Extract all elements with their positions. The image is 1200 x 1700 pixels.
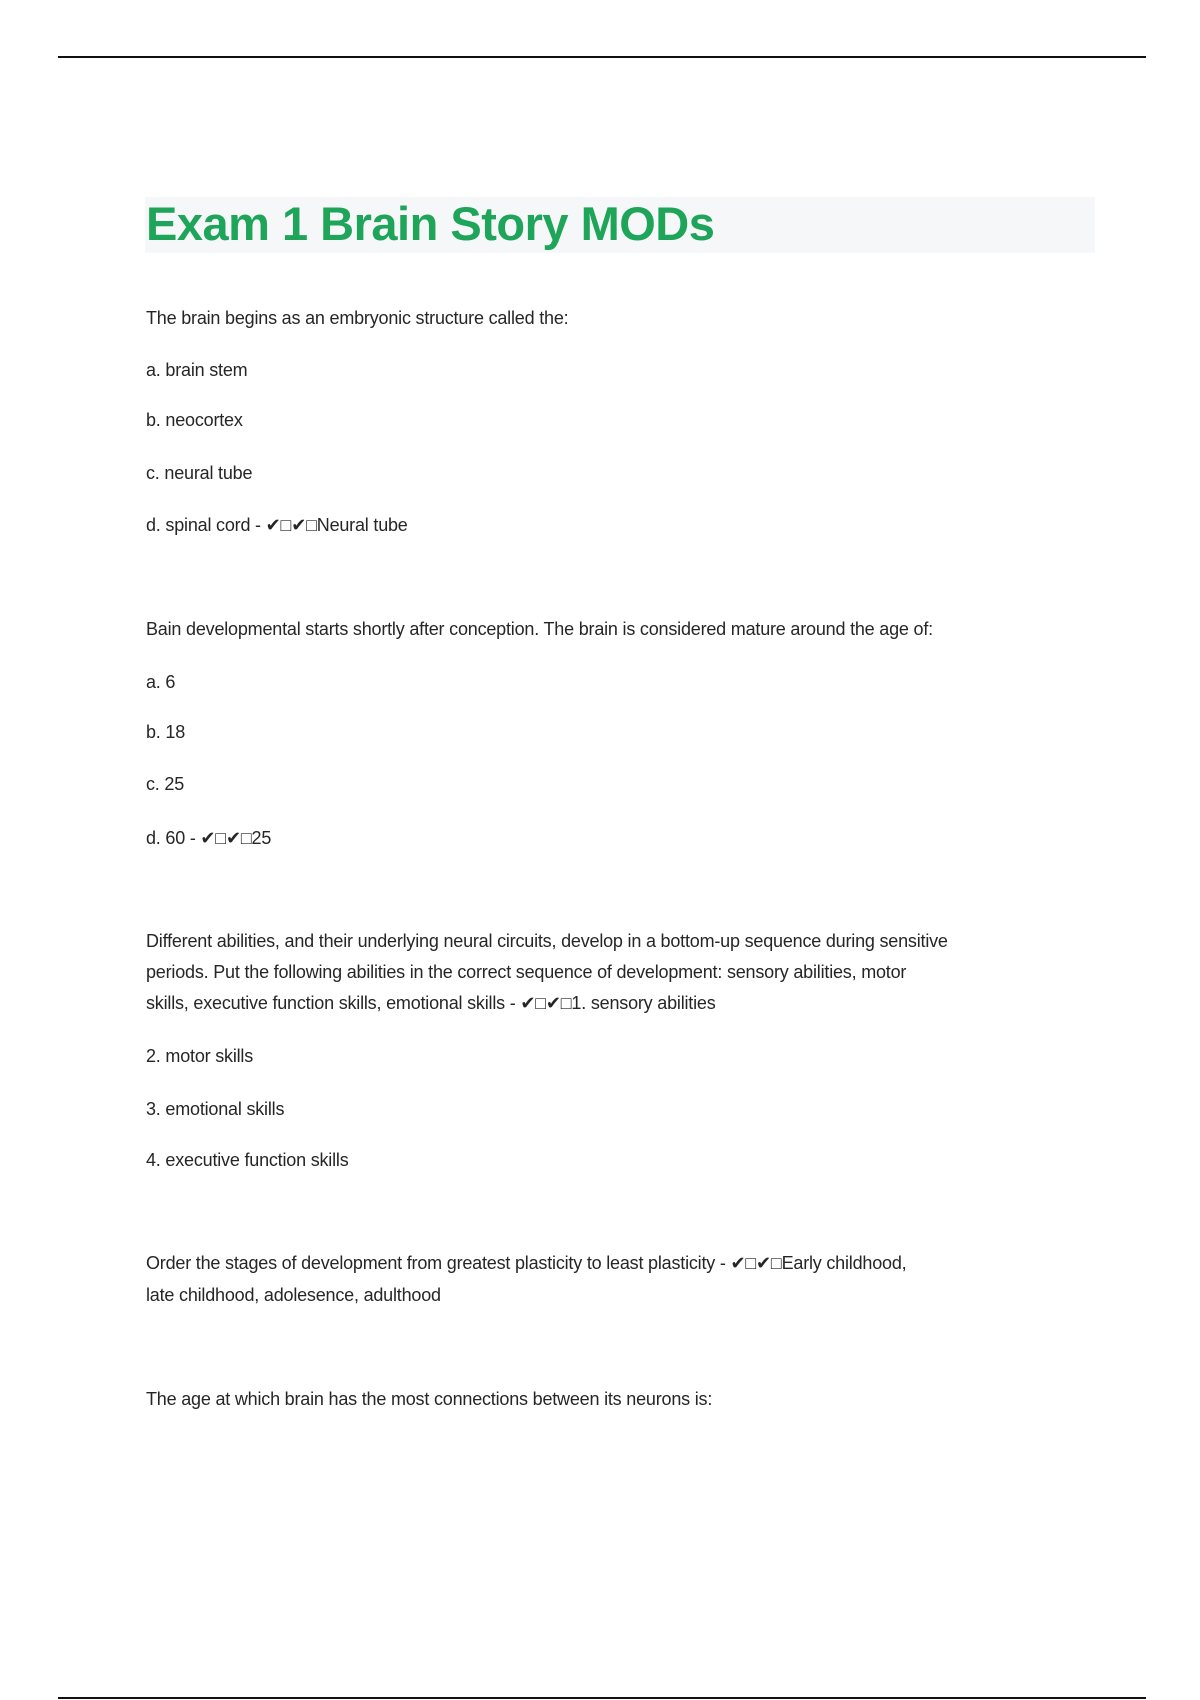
question-5: The age at which brain has the most connections between its neurons is: [146, 1389, 713, 1409]
option-c: c. neural tube [146, 463, 253, 483]
question-2: Bain developmental starts shortly after conception. The brain is considered mature around the age of: [146, 619, 933, 639]
option-d-answer: d. 60 - ✔□✔□25 [146, 828, 272, 848]
option-b: b. 18 [146, 722, 186, 742]
option-b: b. neocortex [146, 410, 243, 430]
answer-item: 3. emotional skills [146, 1099, 285, 1119]
question-3-line-3: skills, executive function skills, emotional skills - ✔□✔□1. sensory abilities [146, 993, 716, 1013]
question-1: The brain begins as an embryonic structure called the: [146, 308, 569, 328]
answer-item: 2. motor skills [146, 1046, 254, 1066]
option-c: c. 25 [146, 774, 185, 794]
option-d-answer: d. spinal cord - ✔□✔□Neural tube [146, 515, 408, 535]
answer-item: 4. executive function skills [146, 1150, 349, 1170]
bottom-rule [58, 1697, 1146, 1699]
question-3-line-2: periods. Put the following abilities in the correct sequence of development: sensory abilities, motor [146, 962, 907, 982]
question-3-line-1: Different abilities, and their underlying neural circuits, develop in a bottom-up sequence during sensitive [146, 931, 948, 951]
top-rule [58, 56, 1146, 58]
question-4-line-1: Order the stages of development from greatest plasticity to least plasticity - ✔□✔□Early childhood, [146, 1253, 907, 1273]
question-4-line-2: late childhood, adolesence, adulthood [146, 1285, 441, 1305]
option-a: a. brain stem [146, 360, 248, 380]
option-a: a. 6 [146, 672, 176, 692]
document-title: Exam 1 Brain Story MODs [146, 197, 715, 250]
